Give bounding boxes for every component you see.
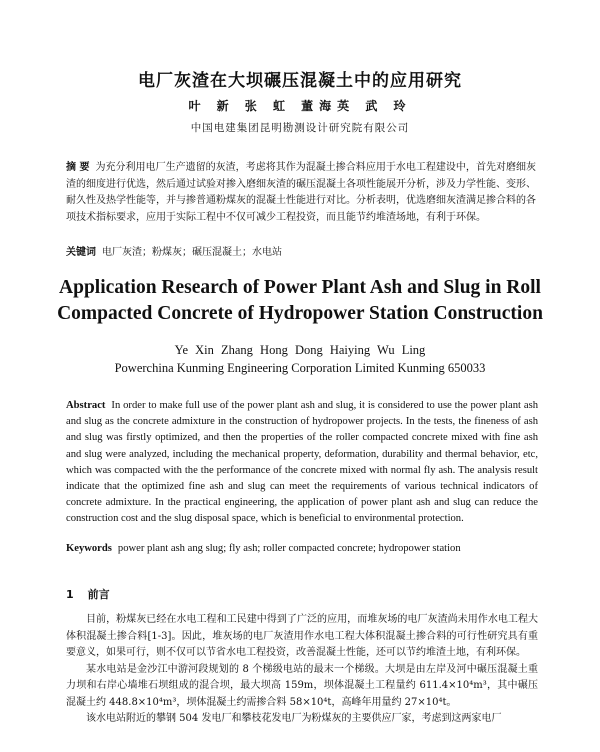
- section-number: 1: [66, 588, 74, 601]
- english-title: Application Research of Power Plant Ash and Slug in Roll Compacted Concrete of Hydropower Station Construction: [57, 277, 543, 324]
- chinese-keywords: [66, 243, 536, 258]
- english-keywords-text: power plant ash ang slug; fly ash; roller compacted concrete; hydropower station: [117, 543, 461, 554]
- english-keywords: [66, 543, 538, 554]
- english-authors: Ye Xin Zhang Hong Dong Haiying Wu Ling: [174, 343, 426, 357]
- section-heading: [66, 586, 110, 602]
- section-title: 前言: [87, 588, 110, 601]
- body-paragraph: 某水电站是金沙江中游河段规划的 8 个梯级电站的最末一个梯级。大坝是由左岸及河中碾压混凝土重力坝和右岸心墙堆石坝组成的混合坝，最大坝高 159m，坝体混凝土工程量约 611.4×10⁴m³，其中碾压混凝土约 448.8×10⁴m³，坝体混凝土约需掺合料 58×10⁴t，高峰年用量约 27×10⁴t。: [66, 663, 538, 708]
- chinese-title: 电厂灰渣在大坝碾压混凝土中的应用研究: [138, 71, 462, 91]
- chinese-authors: 叶 新 张 虹 董海英 武 玲: [188, 99, 412, 113]
- english-abstract: [66, 398, 538, 528]
- chinese-abstract: [66, 160, 536, 226]
- chinese-affiliation: 中国电建集团昆明勘测设计研究院有限公司: [190, 122, 410, 134]
- english-keywords-label: Keywords: [66, 543, 112, 554]
- english-abstract-label: Abstract: [66, 400, 106, 411]
- english-abstract-text: In order to make full use of the power plant ash and slug, it is considered to use the power plant ash and slug as the concrete admixture in the construction of hydropower projects. In the tests, the fineness of ash and slug was firstly optimized, and then the properties of the roller compacted concrete mixed with fine ash and slug were analyzed, including the mechanical property, deformation, durability and thermal behavior, etc, which was compacted with the the performance of the concrete mixed with normal fly ash. The analysis result indicate that the optimized fine ash and slug can meet the requirements of various technical indicators of concrete admixture. In the practical engineering, the application of power plant ash and slug can reduce the construction cost and the slug disposal space, which is beneficial to environmental protection.: [66, 400, 538, 525]
- english-affiliation: Powerchina Kunming Engineering Corporation Limited Kunming 650033: [114, 361, 486, 375]
- chinese-keywords-label: 关键词: [66, 247, 96, 258]
- chinese-abstract-text: 为充分利用电厂生产遗留的灰渣，考虑将其作为混凝土掺合料应用于水电工程建设中，首先对磨细灰渣的细度进行优选，然后通过试验对掺入磨细灰渣的碾压混凝土各项性能展开分析，涉及力学性能、变形、耐久性及热学性能等，并与掺普通粉煤灰的混凝土性能进行对比。分析表明，优选磨细灰渣满足掺合料的各项技术指标要求，应用于实际工程中不仅可减少工程投资，而且能节约堆渣场地，有利于环保。: [66, 162, 536, 223]
- body-paragraph: 该水电站附近的攀钢 504 发电厂和攀枝花发电厂为粉煤灰的主要供应厂家，考虑到这两家电厂: [86, 713, 502, 724]
- body-paragraph: 目前，粉煤灰已经在水电工程和工民建中得到了广泛的应用，而堆灰场的电厂灰渣尚未用作水电工程大体积混凝土掺合料[1-3]。因此，堆灰场的电厂灰渣用作水电工程大体积混凝土掺合料的可行性研究具有重要意义，如果可行，则不仅可以节省水电工程投资，改善混凝土性能，还可以节约堆渣土地，有利环保。: [66, 614, 538, 658]
- section-body: [66, 612, 538, 728]
- chinese-abstract-label: 摘 要: [66, 162, 90, 173]
- chinese-keywords-text: 电厂灰渣；粉煤灰；碾压混凝土；水电站: [102, 247, 282, 258]
